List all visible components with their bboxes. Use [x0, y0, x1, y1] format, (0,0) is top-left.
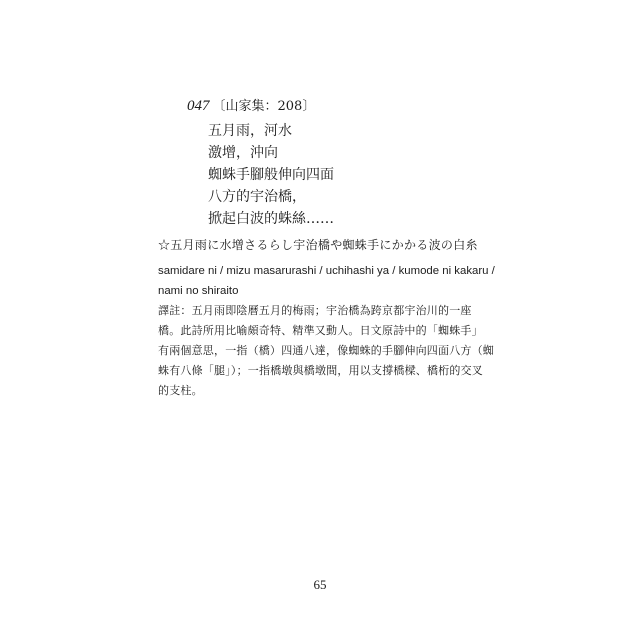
poem-line: 掀起白波的蛛絲……: [208, 211, 334, 227]
romaji-line: samidare ni / mizu masarurashi / uchihashi ya / kumode ni kakaru /: [158, 265, 495, 277]
note-line: 有兩個意思，一指（橋）四通八達，像蜘蛛的手腳伸向四面八方（蜘: [158, 344, 494, 357]
note-line: 橋。此詩所用比喻頗奇特、精準又動人。日文原詩中的「蜘蛛手」: [158, 324, 483, 337]
romaji-transliteration: [158, 261, 498, 301]
note-line: 譯註：五月雨即陰曆五月的梅雨；宇治橋為跨京都宇治川的一座: [158, 304, 472, 317]
poem-line: 八方的宇治橋，: [208, 189, 306, 205]
poem-translation: [208, 120, 334, 230]
romaji-line: nami no shiraito: [158, 285, 239, 297]
poem-header: [187, 97, 315, 116]
page-number: 65: [313, 577, 327, 592]
note-line: 的支柱。: [158, 384, 203, 397]
poem-line: 蜘蛛手腳般伸向四面: [208, 167, 334, 183]
poem-line: 五月雨，河水: [208, 123, 292, 139]
translator-note: [158, 301, 502, 401]
poem-source: 〔山家集：208〕: [212, 99, 316, 114]
poem-number: 047: [187, 98, 210, 114]
original-japanese-poem: ☆五月雨に水增さるらし宇治橋や蜘蛛手にかかる波の白糸: [158, 238, 478, 252]
note-line: 蛛有八條「腿」）；一指橋墩與橋墩間，用以支撐橋樑、橋桁的交叉: [158, 364, 483, 377]
poem-line: 激增，沖向: [208, 145, 278, 161]
